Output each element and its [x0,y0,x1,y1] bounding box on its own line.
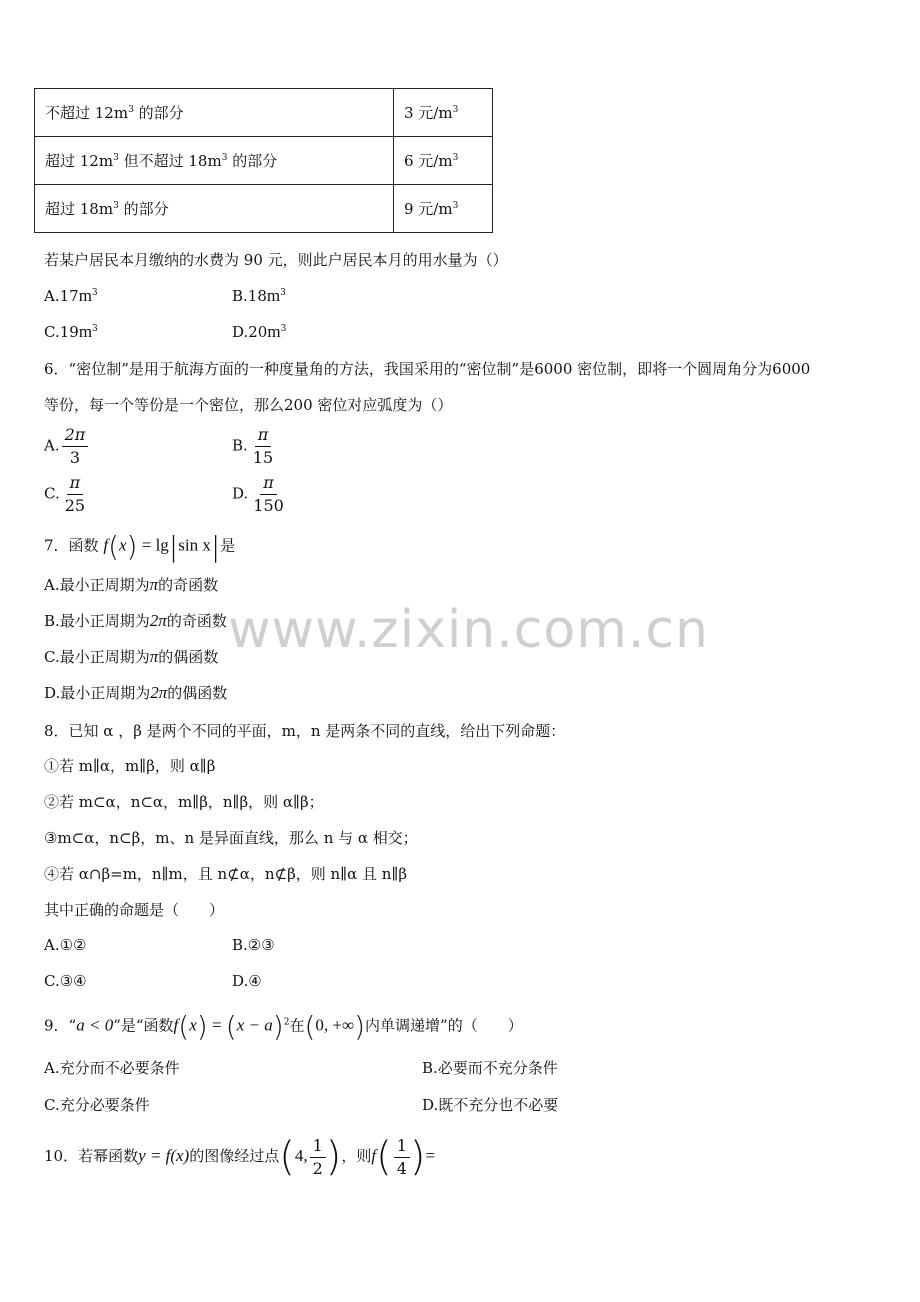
q8-item-4: ④若 α∩β=m，n∥m，且 n⊄α，n⊄β，则 n∥α 且 n∥β [44,865,408,883]
q6-line2: 等份，每一个等份是一个密位，那么200 密位对应弧度为（） [44,396,453,414]
table-cell: 超过 $18m^3$ 的部分 [35,185,394,233]
q8-item-1: ①若 m∥α，m∥β，则 α∥β [44,757,216,775]
q6-line1: 6．“密位制”是用于航海方面的一种度量角的方法，我国采用的“密位制”是6000 密位制，即将一个圆周角分为6000 [44,360,811,378]
watermark: www.zixin.com.cn [228,600,709,660]
q8-option-a: A.①② [44,936,87,954]
q7-stem: 7．函数 f(x) = lg|sin x|是 [44,530,236,563]
table-row [35,185,493,233]
q8-option-c: C.③④ [44,972,87,990]
table-cell: 3 元$/m^3$ [394,89,493,137]
q8-question: 其中正确的命题是（ ） [44,901,225,919]
q5-stem: 若某户居民本月缴纳的水费为 90 元，则此户居民本月的用水量为（） [44,251,508,269]
q6-option-c: C. $\frac{\pi}{25}$ [44,473,86,515]
water-price-table [34,88,493,233]
q9-option-d: D.既不充分也不必要 [422,1096,559,1114]
table-cell: 超过 $12m^3$ 但不超过 $18m^3$ 的部分 [35,137,394,185]
table-cell: 9 元$/m^3$ [394,185,493,233]
q9-option-c: C.充分必要条件 [44,1096,150,1114]
q9-stem: 9．“a < 0”是“函数$f(x) = (x - a)^2$在(0, +∞)内单调递增”的（ ） [44,1010,523,1043]
q10-stem: 10．若幂函数y = f(x)的图像经过点(4, $\frac{1}{2}$ )，则f( $\frac{1}{4}$ )= [44,1134,436,1180]
table-row [35,89,493,137]
q6-option-a: A. $\frac{2\pi}{3}$ [44,424,88,469]
q5-option-d: $D.20m^3$ [232,322,287,341]
q8-item-3: ③m⊂α，n⊂β，m、n 是异面直线，那么 n 与 α 相交； [44,829,418,847]
q6-option-d: D. $\frac{\pi}{150}$ [232,473,284,515]
table-row [35,137,493,185]
q8-option-d: D.④ [232,972,262,990]
q5-option-a: $A.17m^3$ [44,286,98,305]
table-cell: 不超过 $12m^3$ 的部分 [35,89,394,137]
q5-option-c: $C.19m^3$ [44,322,98,341]
q7-option-d: D.最小正周期为2π的偶函数 [44,683,228,702]
q9-option-a: A.充分而不必要条件 [44,1059,180,1077]
q7-option-a: A.最小正周期为π的奇函数 [44,575,219,594]
q8-option-b: B.②③ [232,936,275,954]
q6-option-b: B. $\frac{\pi}{15}$ [232,425,274,467]
q7-option-c: C.最小正周期为π的偶函数 [44,647,219,666]
q9-option-b: B.必要而不充分条件 [422,1059,558,1077]
table-cell: 6 元$/m^3$ [394,137,493,185]
q7-option-b: B.最小正周期为2π的奇函数 [44,611,227,630]
q8-item-2: ②若 m⊂α，n⊂α，m∥β，n∥β，则 α∥β； [44,793,324,811]
q8-stem: 8．已知 α ，β 是两个不同的平面，m，n 是两条不同的直线，给出下列命题： [44,722,566,740]
q5-option-b: $B.18m^3$ [232,286,286,305]
